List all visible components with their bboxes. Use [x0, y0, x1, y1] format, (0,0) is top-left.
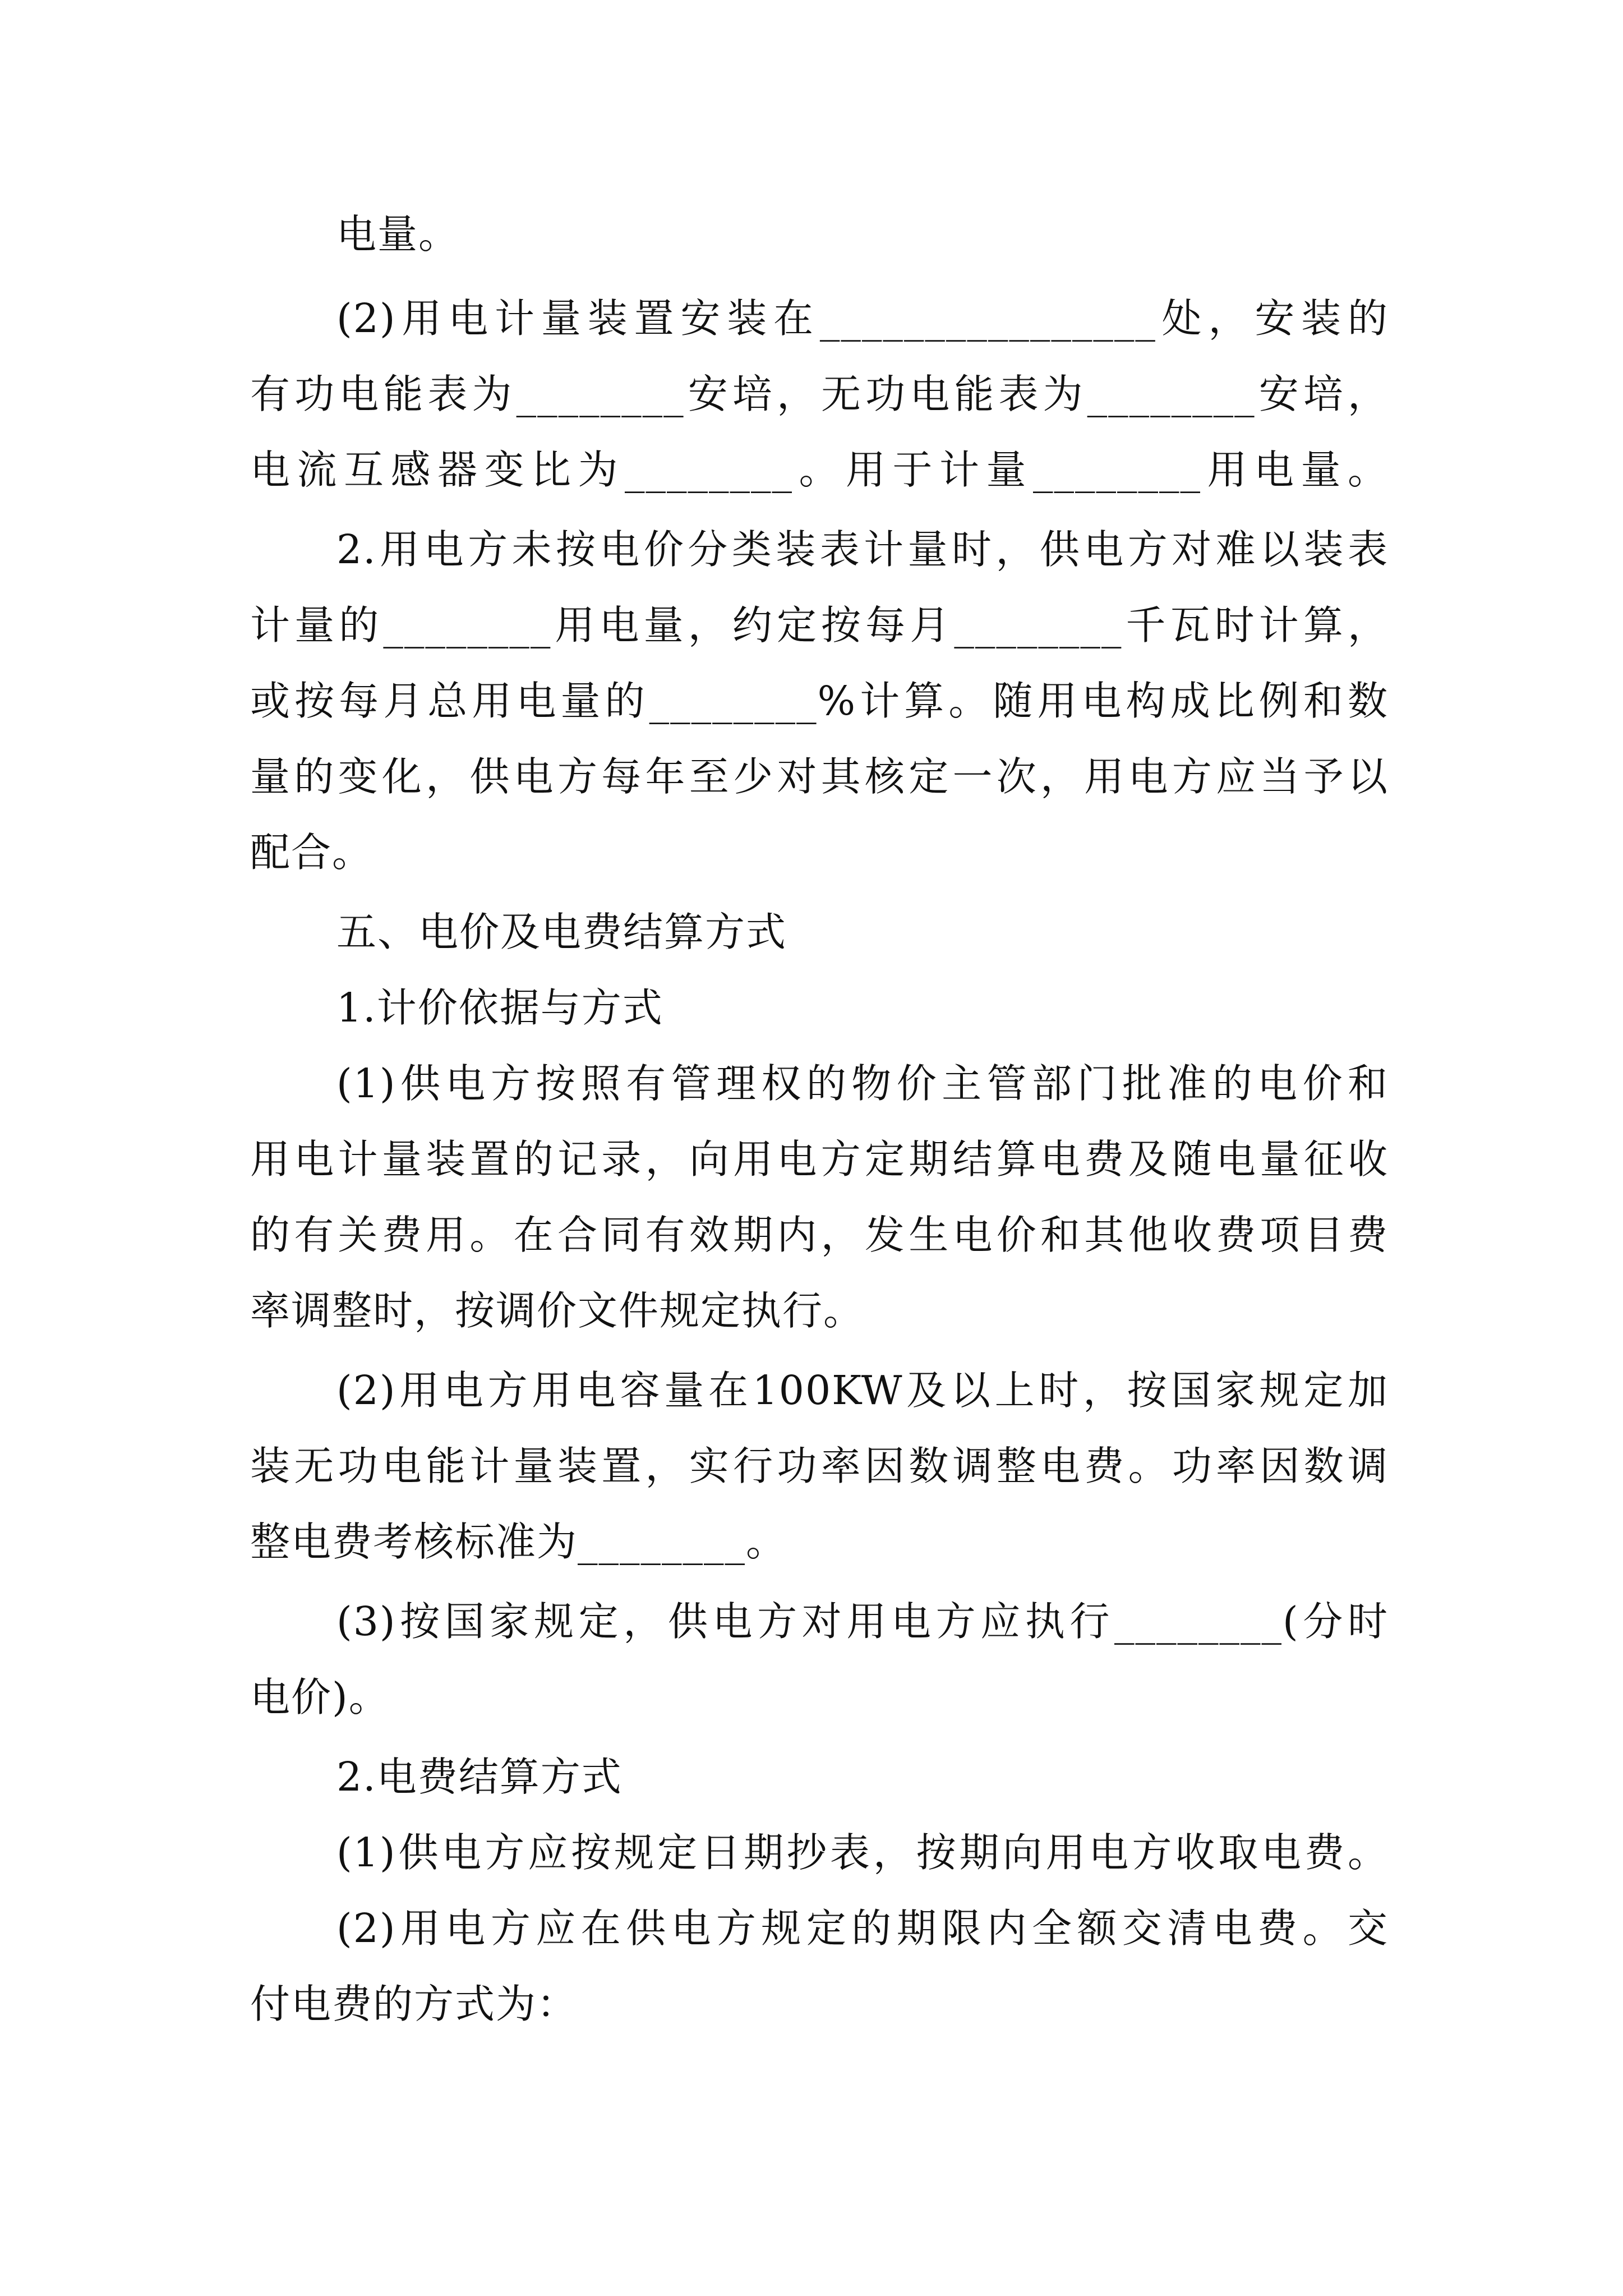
text-line: (1)供电方应按规定日期抄表，按期向用电方收取电费。: [336, 1829, 1389, 1876]
text-line: 电流互感器变比为________。用于计量________用电量。: [250, 447, 1389, 493]
text-line: 或按每月总用电量的________%计算。随用电构成比例和数: [250, 678, 1389, 724]
text-line: (3)按国家规定，供电方对用电方应执行________(分时: [336, 1598, 1389, 1645]
text-line: 装无功电能计量装置，实行功率因数调整电费。功率因数调: [250, 1443, 1389, 1489]
text-line: 电价)。: [250, 1674, 390, 1720]
text-line: (1)供电方按照有管理权的物价主管部门批准的电价和: [336, 1060, 1389, 1107]
subsection-heading: 2.电费结算方式: [336, 1754, 623, 1800]
subsection-heading: 1.计价依据与方式: [336, 984, 663, 1031]
text-line: 有功电能表为________安培，无功电能表为________安培，: [250, 371, 1389, 417]
text-line: 电量。: [336, 211, 460, 257]
text-line: 率调整时，按调价文件规定执行。: [250, 1287, 865, 1334]
text-line: 付电费的方式为：: [250, 1981, 578, 2027]
text-line: (2)用电方用电容量在100KW及以上时，按国家规定加: [336, 1367, 1389, 1414]
text-line: 计量的________用电量，约定按每月________千瓦时计算，: [250, 602, 1389, 648]
text-line: 2.用电方未按电价分类装表计量时，供电方对难以装表: [336, 526, 1389, 573]
section-heading: 五、电价及电费结算方式: [336, 909, 787, 955]
text-line: 整电费考核标准为________。: [250, 1519, 787, 1565]
text-line: 配合。: [250, 829, 374, 876]
text-line: (2)用电方应在供电方规定的期限内全额交清电费。交: [336, 1905, 1389, 1952]
text-line: (2)用电计量装置安装在________________处，安装的: [336, 295, 1389, 342]
text-line: 的有关费用。在合同有效期内，发生电价和其他收费项目费: [250, 1212, 1389, 1258]
text-line: 量的变化，供电方每年至少对其核定一次，用电方应当予以: [250, 753, 1389, 800]
text-line: 用电计量装置的记录，向用电方定期结算电费及随电量征收: [250, 1136, 1389, 1182]
